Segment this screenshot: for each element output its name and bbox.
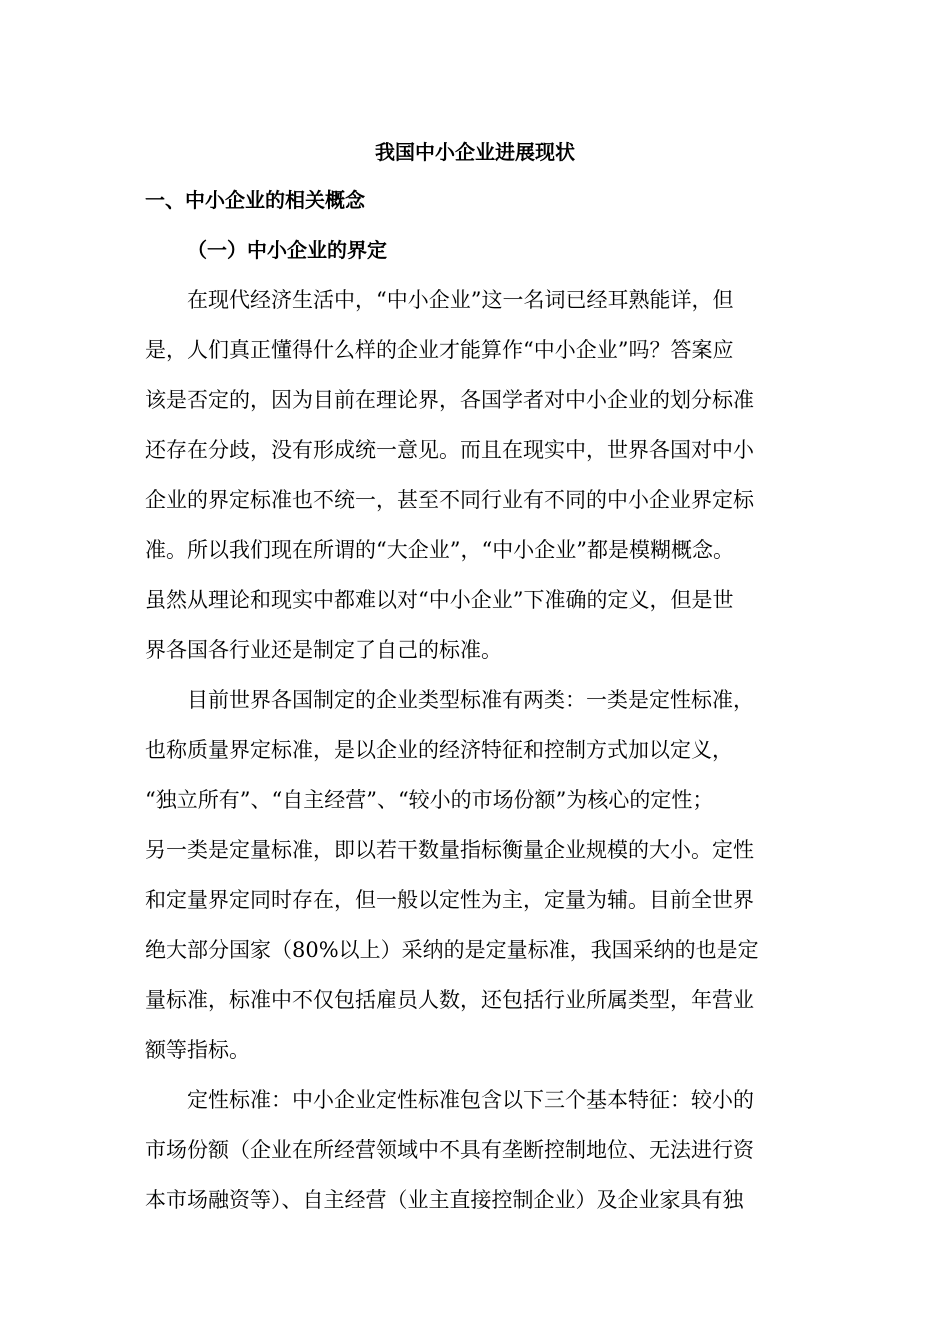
paragraph-line: 定性标准：中小企业定性标准包含以下三个基本特征：较小的: [187, 1088, 754, 1112]
paragraph-line: 虽然从理论和现实中都难以对“中小企业”下准确的定义，但是世: [145, 588, 734, 612]
paragraph-line: 准。所以我们现在所谓的“大企业”，“中小企业”都是模糊概念。: [145, 538, 734, 562]
document-title: 我国中小企业进展现状: [375, 140, 575, 164]
paragraph-line: 还存在分歧，没有形成统一意见。而且在现实中，世界各国对中小: [145, 438, 754, 462]
paragraph-line: “独立所有”、“自主经营”、“较小的市场份额”为核心的定性；: [145, 788, 714, 812]
paragraph-line: 本市场融资等）、自主经营（业主直接控制企业）及企业家具有独: [145, 1188, 744, 1212]
paragraph-line: 企业的界定标准也不统一，甚至不同行业有不同的中小企业界定标: [145, 488, 754, 512]
paragraph-line: 也称质量界定标准，是以企业的经济特征和控制方式加以定义，: [145, 738, 733, 762]
paragraph-line: 量标准，标准中不仅包括雇员人数，还包括行业所属类型，年营业: [145, 988, 754, 1012]
paragraph-line: 是，人们真正懂得什么样的企业才能算作“中小企业”吗？答案应: [145, 338, 734, 362]
paragraph-line: 在现代经济生活中，“中小企业”这一名词已经耳熟能详，但: [187, 288, 734, 312]
paragraph-line: 该是否定的，因为目前在理论界，各国学者对中小企业的划分标准: [145, 388, 754, 412]
section-heading: 一、中小企业的相关概念: [145, 188, 365, 212]
paragraph-line: 额等指标。: [145, 1038, 250, 1062]
paragraph-line: 另一类是定量标准，即以若干数量指标衡量企业规模的大小。定性: [145, 838, 754, 862]
paragraph-line: 绝大部分国家（80%以上）采纳的是定量标准，我国采纳的也是定: [145, 938, 759, 962]
paragraph-line: 界各国各行业还是制定了自己的标准。: [145, 638, 502, 662]
paragraph-line: 目前世界各国制定的企业类型标准有两类：一类是定性标准，: [187, 688, 754, 712]
paragraph-line: 市场份额（企业在所经营领域中不具有垄断控制地位、无法进行资: [145, 1138, 754, 1162]
subsection-heading: （一）中小企业的界定: [187, 238, 387, 262]
paragraph-line: 和定量界定同时存在，但一般以定性为主，定量为辅。目前全世界: [145, 888, 754, 912]
